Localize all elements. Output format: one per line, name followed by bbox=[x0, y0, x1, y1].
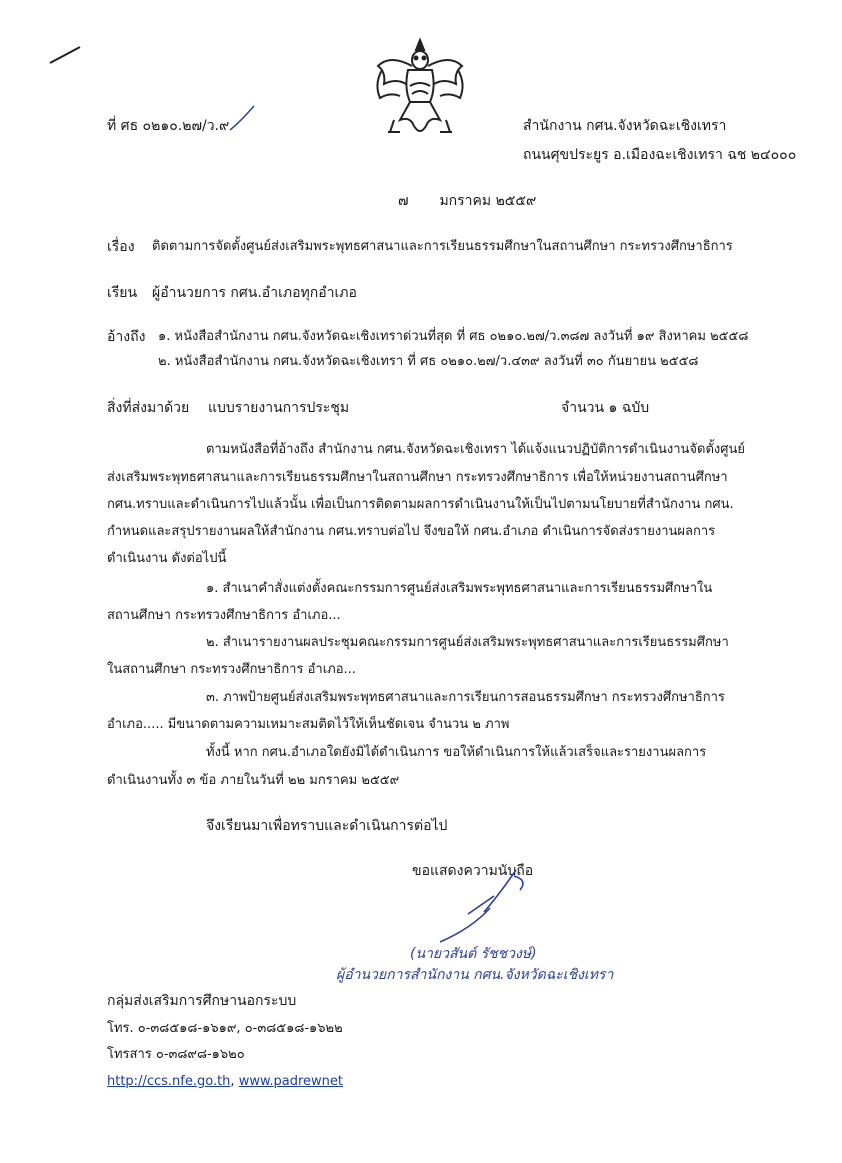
garuda-emblem bbox=[370, 36, 470, 140]
signer-name: (นายวสันต์ รัชชวงษ์) bbox=[410, 946, 537, 962]
enclosure-quantity: จำนวน ๑ ฉบับ bbox=[561, 400, 650, 416]
signer-title: ผู้อำนวยการสำนักงาน กศน.จังหวัดฉะเชิงเทรา bbox=[336, 967, 614, 983]
reference-item: ๑. หนังสือสำนักงาน กศน.จังหวัดฉะเชิงเทราด่วนที่สุด ที่ ศธ ๐๒๑๐.๒๗/ว.๓๘๗ ลงวันที่ ๑๙ สิงหาคม ๒๕๕๘ bbox=[158, 329, 749, 344]
reference-number: ที่ ศธ ๐๒๑๐.๒๗/ว.๙ bbox=[107, 118, 230, 134]
date bbox=[398, 191, 536, 211]
body-line: กำหนดและสรุปรายงานผลให้สำนักงาน กศน.ทราบต่อไป จึงขอให้ กศน.อำเภอ ดำเนินการจัดส่งรายงานผลการ bbox=[107, 524, 716, 539]
closing-salutation: ขอแสดงความนับถือ bbox=[412, 863, 534, 879]
subject: ติดตามการจัดตั้งศูนย์ส่งเสริมพระพุทธศาสนาและการเรียนธรรมศึกษาในสถานศึกษา กระทรวงศึกษาธิการ bbox=[152, 239, 733, 254]
reference-item: ๒. หนังสือสำนักงาน กศน.จังหวัดฉะเชิงเทรา ที่ ศธ ๐๒๑๐.๒๗/ว.๔๓๙ ลงวันที่ ๓๐ กันยายน ๒๕๕๘ bbox=[158, 354, 699, 369]
body-line: ดำเนินงาน ดังต่อไปนี้ bbox=[107, 551, 227, 566]
list-item-continuation: สถานศึกษา กระทรวงศึกษาธิการ อำเภอ... bbox=[107, 608, 341, 623]
body-line: ส่งเสริมพระพุทธศาสนาและการเรียนธรรมศึกษาในสถานศึกษา กระทรวงศึกษาธิการ เพื่อให้หน่วยงานสถานศึกษา bbox=[107, 470, 728, 485]
pen-mark bbox=[48, 44, 82, 66]
office-name: สำนักงาน กศน.จังหวัดฉะเชิงเทรา bbox=[523, 118, 727, 134]
recipient: ผู้อำนวยการ กศน.อำเภอทุกอำเภอ bbox=[152, 285, 357, 301]
deadline-line: ดำเนินงานทั้ง ๓ ข้อ ภายในวันที่ ๒๒ มกราคม ๒๕๕๙ bbox=[107, 773, 400, 788]
reference-label: อ้างถึง bbox=[107, 329, 146, 345]
footer-telephone: โทร. ๐-๓๘๕๑๘-๑๖๑๙, ๐-๓๘๕๑๘-๑๖๒๒ bbox=[107, 1021, 343, 1036]
enclosure: แบบรายงานการประชุม bbox=[208, 400, 350, 416]
list-item: ๓. ภาพป้ายศูนย์ส่งเสริมพระพุทธศาสนาและการเรียนการสอนธรรมศึกษา กระทรวงศึกษาธิการ bbox=[206, 690, 725, 705]
website-link[interactable]: http://ccs.nfe.go.th bbox=[107, 1074, 231, 1089]
body-line: กศน.ทราบและดำเนินการไปแล้วนั้น เพื่อเป็นการติดตามผลการดำเนินงานให้เป็นไปตามนโยบายที่สำนักงาน กศน. bbox=[107, 497, 734, 512]
website-link[interactable]: www.padrewnet bbox=[238, 1074, 344, 1089]
footer-links bbox=[107, 1072, 343, 1092]
list-item-continuation: ในสถานศึกษา กระทรวงศึกษาธิการ อำเภอ... bbox=[107, 662, 356, 677]
signature bbox=[428, 866, 538, 948]
body-line: ตามหนังสือที่อ้างถึง สำนักงาน กศน.จังหวัดฉะเชิงเทรา ได้แจ้งแนวปฏิบัติการดำเนินงานจัดตั้งศูนย์ bbox=[206, 442, 746, 457]
list-item: ๑. สำเนาคำสั่งแต่งตั้งคณะกรรมการศูนย์ส่งเสริมพระพุทธศาสนาและการเรียนธรรมศึกษาใน bbox=[206, 581, 713, 596]
enclosure-label: สิ่งที่ส่งมาด้วย bbox=[107, 400, 190, 416]
list-item-continuation: อำเภอ..... มีขนาดตามความเหมาะสมติดไว้ให้เห็นชัดเจน จำนวน ๒ ภาพ bbox=[107, 717, 510, 732]
closing-request: จึงเรียนมาเพื่อทราบและดำเนินการต่อไป bbox=[206, 818, 448, 834]
link-separator: , bbox=[230, 1074, 239, 1089]
subject-label: เรื่อง bbox=[107, 239, 135, 255]
date-month-year: มกราคม ๒๕๕๙ bbox=[439, 193, 537, 209]
footer-department: กลุ่มส่งเสริมการศึกษานอกระบบ bbox=[107, 993, 297, 1009]
list-item: ๒. สำเนารายงานผลประชุมคณะกรรมการศูนย์ส่งเสริมพระพุทธศาสนาและการเรียนธรรมศึกษา bbox=[206, 635, 729, 650]
to-label: เรียน bbox=[107, 285, 138, 301]
office-address: ถนนศุขประยูร อ.เมืองฉะเชิงเทรา ฉช ๒๔๐๐๐ bbox=[523, 147, 797, 163]
footer-fax: โทรสาร ๐-๓๘๙๘-๑๖๒๐ bbox=[107, 1047, 245, 1062]
date-day: ๗ bbox=[398, 193, 409, 209]
deadline-line: ทั้งนี้ หาก กศน.อำเภอใดยังมิได้ดำเนินการ ขอให้ดำเนินการให้แล้วเสร็จและรายงานผลการ bbox=[206, 745, 707, 760]
ref-number-pen-mark bbox=[228, 104, 258, 134]
